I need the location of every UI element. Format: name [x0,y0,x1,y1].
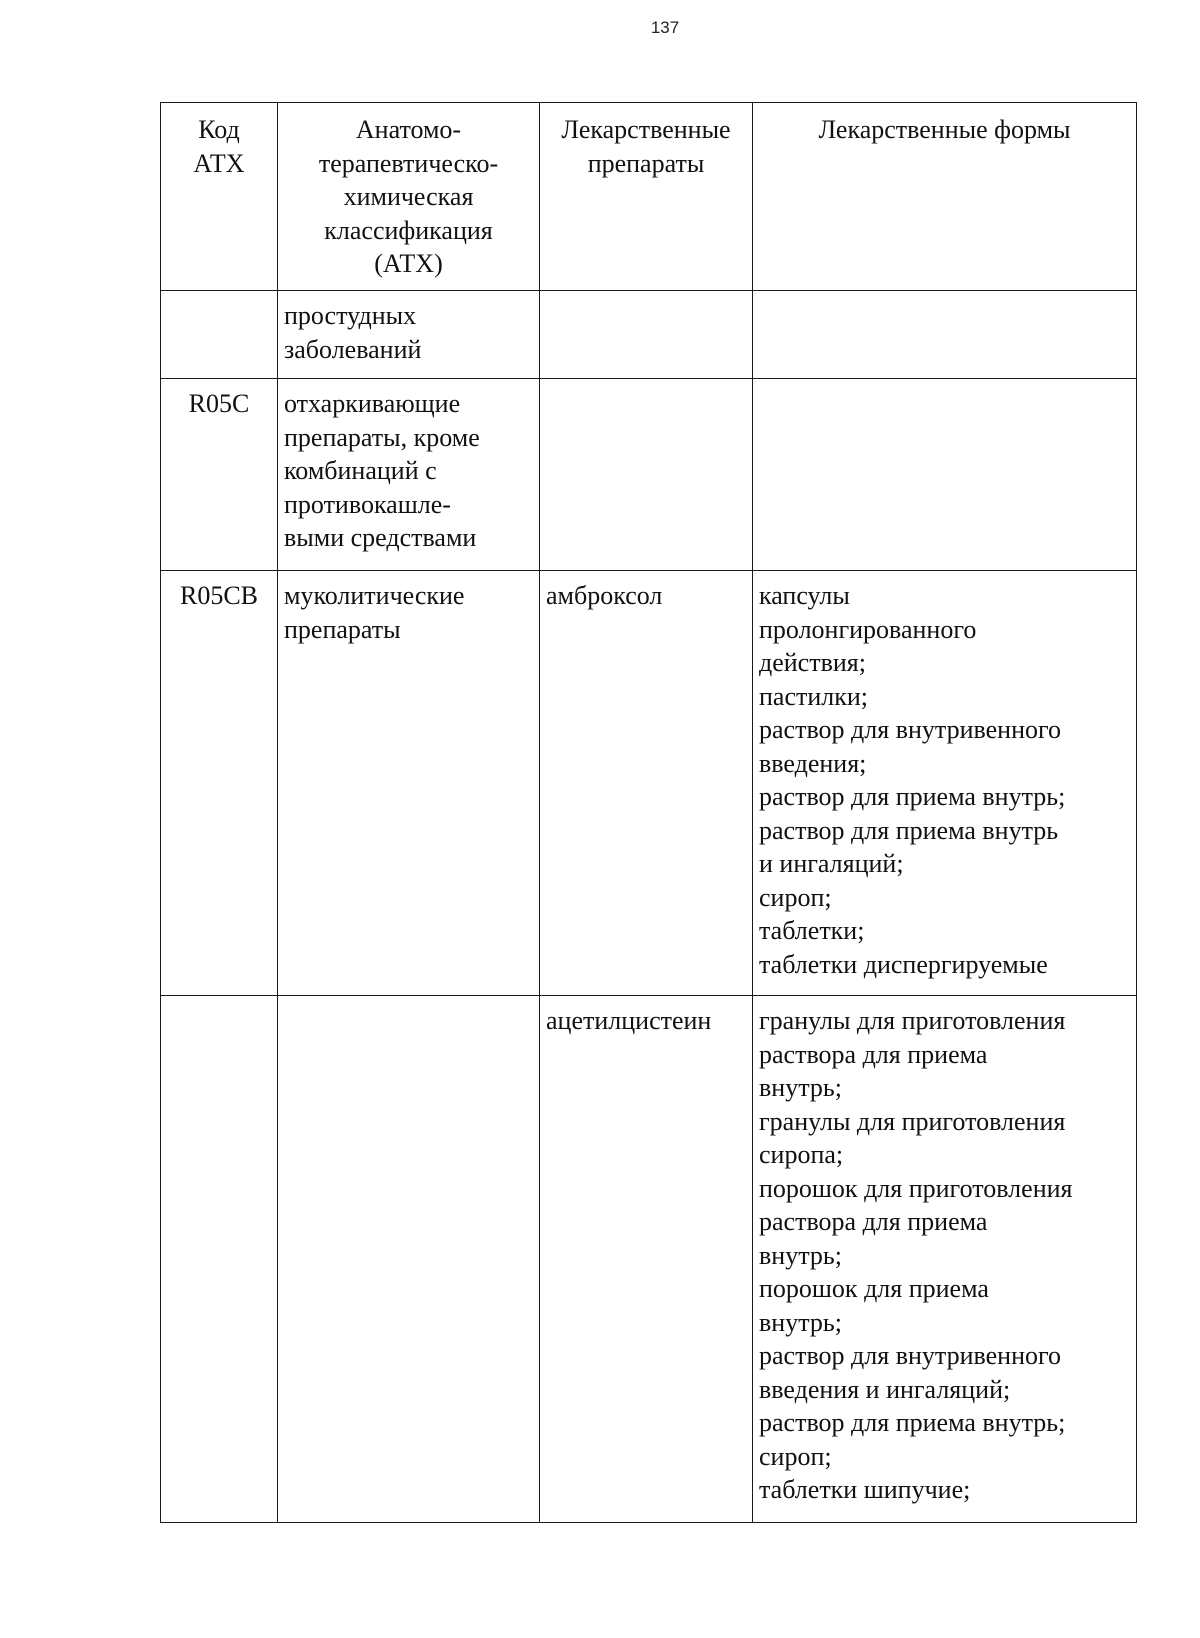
table-row [161,379,1137,571]
table-row [161,291,1137,379]
page-number: 137 [650,18,680,37]
table-header-row [161,103,1137,291]
cell-dosage-forms [753,291,1137,379]
cell-drug: ацетилцистеин [540,996,753,1523]
cell-dosage-forms [753,379,1137,571]
cell-classification: простудных заболеваний [278,291,540,379]
header-drugs: Лекарственные препараты [540,103,753,291]
header-atx-classification: Анатомо- терапевтическо- химическая классификация (АТХ) [278,103,540,291]
header-dosage-forms: Лекарственные формы [753,103,1137,291]
cell-atx-code [161,996,278,1523]
cell-atx-code: R05C [161,379,278,571]
table-row [161,996,1137,1523]
cell-atx-code: R05CB [161,571,278,996]
header-atx-code: Код АТХ [161,103,278,291]
cell-atx-code [161,291,278,379]
atx-table-container [160,102,1136,1523]
cell-drug: амброксол [540,571,753,996]
cell-classification: муколитические препараты [278,571,540,996]
atx-table [160,102,1137,1523]
table-row [161,571,1137,996]
cell-classification: отхаркивающие препараты, кроме комбинаций с противокашле- выми средствами [278,379,540,571]
cell-classification [278,996,540,1523]
cell-drug [540,291,753,379]
cell-drug [540,379,753,571]
cell-dosage-forms: гранулы для приготовления раствора для приема внутрь; гранулы для приготовления сиропа; порошок для приготовления раствора для приема внутрь; порошок для приема внутрь; раствор для внутривенного введения и ингаляций; раствор для приема внутрь; сироп; таблетки шипучие; [753,996,1137,1523]
cell-dosage-forms: капсулы пролонгированного действия; пастилки; раствор для внутривенного введения; раствор для приема внутрь; раствор для приема внутрь и ингаляций; сироп; таблетки; таблетки диспергируемые [753,571,1137,996]
